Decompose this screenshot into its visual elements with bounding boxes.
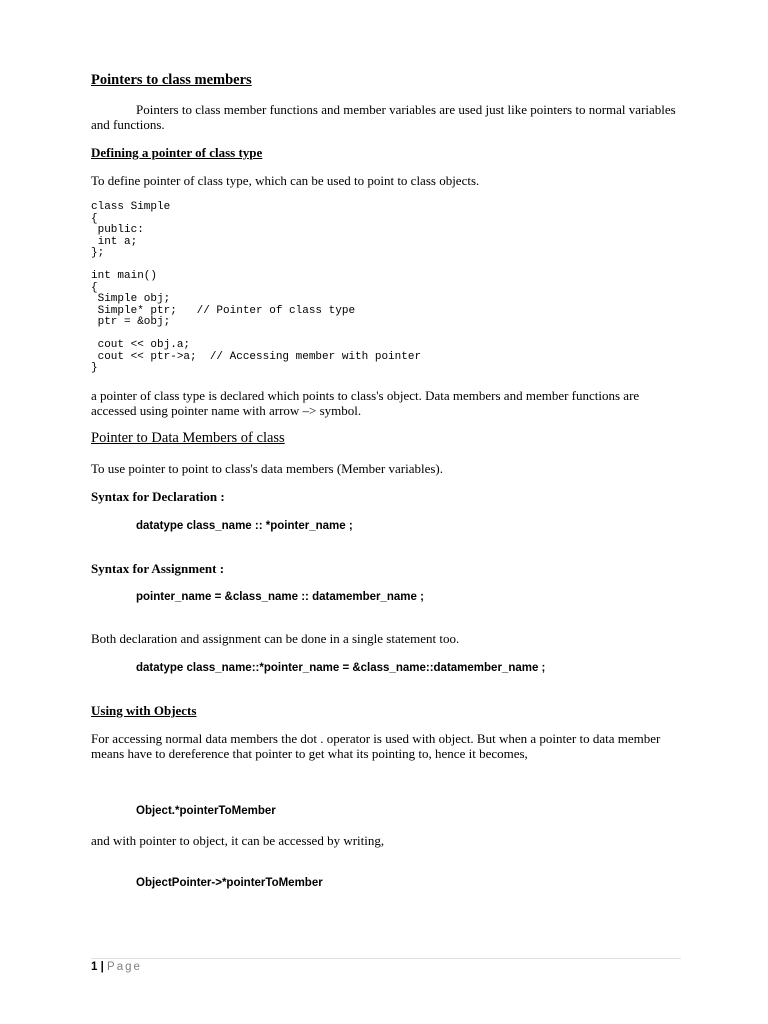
syntax-declaration: datatype class_name :: *pointer_name ; xyxy=(136,520,353,532)
paragraph-using-objects: For accessing normal data members the dot . operator is used with object. But when a pointer to data member means have to dereference that pointer to get what its pointing to, hence it becomes, xyxy=(91,731,661,761)
paragraph-combined-statement: Both declaration and assignment can be done in a single statement too. xyxy=(91,631,460,646)
code-block-class-pointer: class Simple { public: int a; }; int main() { Simple obj; Simple* ptr; // Pointer of class type ptr = &obj; cout << obj.a; cout << ptr->a; // Accessing member with pointer } xyxy=(91,201,422,374)
section-text-defining-pointer: To define pointer of class type, which can be used to point to class objects. xyxy=(91,173,480,188)
syntax-assignment: pointer_name = &class_name :: datamember_name ; xyxy=(136,591,424,603)
syntax-combined: datatype class_name::*pointer_name = &class_name::datamember_name ; xyxy=(136,662,546,674)
page-title: Pointers to class members xyxy=(91,72,252,88)
section-text-data-members: To use pointer to point to class's data members (Member variables). xyxy=(91,461,443,476)
section-heading-defining-pointer: Defining a pointer of class type xyxy=(91,145,263,160)
paragraph-pointer-explanation: a pointer of class type is declared which points to class's object. Data members and member functions are accessed using pointer name with arrow –> symbol. xyxy=(91,388,640,418)
footer-separator: | xyxy=(100,961,104,973)
paragraph-pointer-to-object: and with pointer to object, it can be accessed by writing, xyxy=(91,833,385,848)
section-heading-data-members: Pointer to Data Members of class xyxy=(91,430,285,446)
page-footer xyxy=(91,960,142,974)
syntax-objectpointer-member-pointer: ObjectPointer->*pointerToMember xyxy=(136,877,323,889)
footer-divider xyxy=(91,958,681,959)
page-number: 1 xyxy=(91,961,98,973)
syntax-object-member-pointer: Object.*pointerToMember xyxy=(136,805,276,817)
page-label: Page xyxy=(107,961,142,973)
syntax-assignment-label: Syntax for Assignment : xyxy=(91,561,225,576)
section-heading-using-objects: Using with Objects xyxy=(91,703,197,718)
syntax-declaration-label: Syntax for Declaration : xyxy=(91,489,225,504)
intro-paragraph: Pointers to class member functions and member variables are used just like pointers to normal variables and functions. xyxy=(91,102,676,132)
